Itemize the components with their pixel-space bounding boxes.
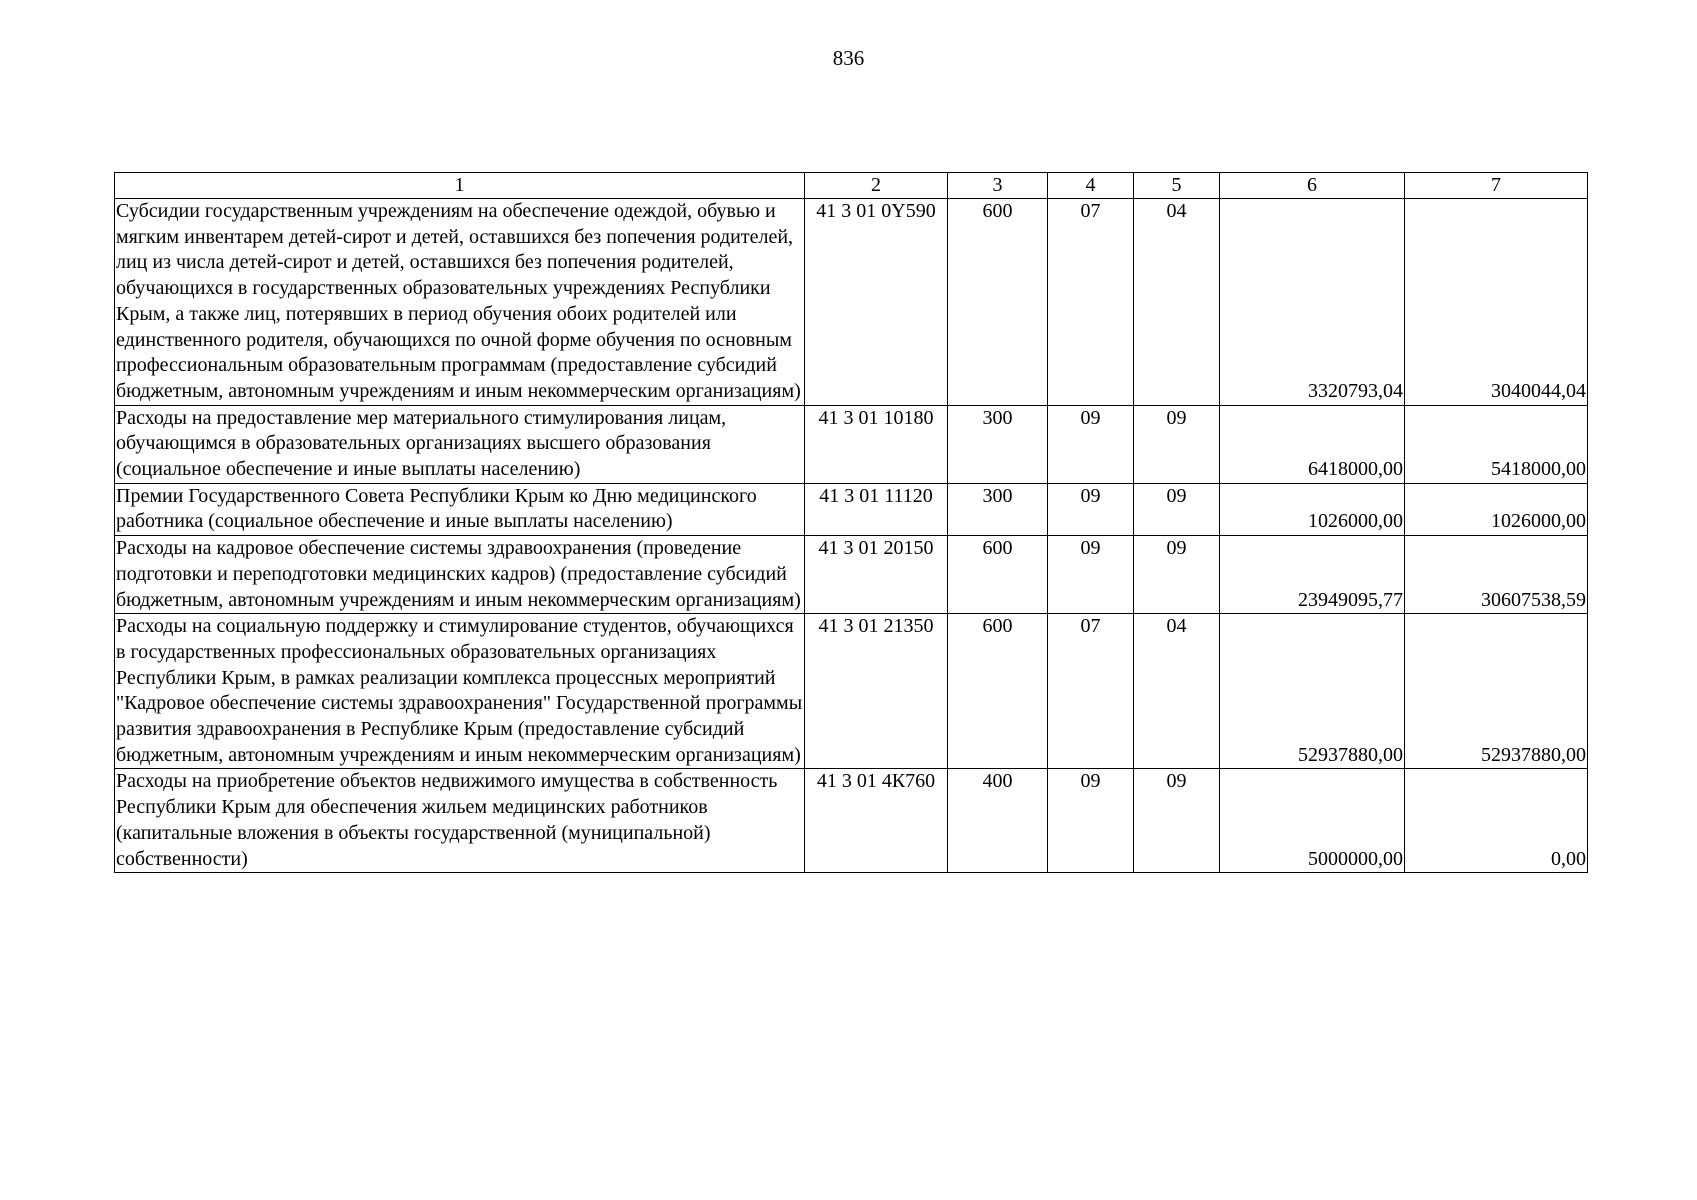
target-article-code: 41 3 01 20150 (805, 536, 948, 614)
table-row (115, 405, 1588, 483)
table-row (115, 483, 1588, 535)
column-header: 6 (1220, 173, 1405, 199)
expense-type-code: 600 (948, 614, 1048, 769)
expense-name: Расходы на приобретение объектов недвижимого имущества в собственность Республики Крым для обеспечения жильем медицинских работников (капитальные вложения в объекты государственной (муниципальной) собственности) (115, 769, 805, 873)
amount-col7: 3040044,04 (1405, 199, 1588, 406)
expense-type-code: 600 (948, 536, 1048, 614)
expense-type-code: 600 (948, 199, 1048, 406)
expense-name: Расходы на кадровое обеспечение системы здравоохранения (проведение подготовки и переподготовки медицинских кадров) (предоставление субсидий бюджетным, автономным учреждениям и иным некоммерческим организациям) (115, 536, 805, 614)
column-header: 1 (115, 173, 805, 199)
column-header: 3 (948, 173, 1048, 199)
subsection-code: 04 (1134, 199, 1220, 406)
subsection-code: 09 (1134, 405, 1220, 483)
column-header: 5 (1134, 173, 1220, 199)
expense-name: Расходы на социальную поддержку и стимулирование студентов, обучающихся в государственных профессиональных образовательных организациях Республики Крым, в рамках реализации комплекса процессных мероприятий "Кадровое обеспечение системы здравоохранения" Государственной программы развития здравоохранения в Республике Крым (предоставление субсидий бюджетным, автономным учреждениям и иным некоммерческим организациям) (115, 614, 805, 769)
section-code: 07 (1048, 199, 1134, 406)
target-article-code: 41 3 01 21350 (805, 614, 948, 769)
column-header: 7 (1405, 173, 1588, 199)
column-number-row (115, 173, 1588, 199)
target-article-code: 41 3 01 4К760 (805, 769, 948, 873)
expense-name: Премии Государственного Совета Республики Крым ко Дню медицинского работника (социальное обеспечение и иные выплаты населению) (115, 483, 805, 535)
table-row (115, 614, 1588, 769)
column-header: 4 (1048, 173, 1134, 199)
table-row (115, 536, 1588, 614)
expense-type-code: 300 (948, 483, 1048, 535)
section-code: 09 (1048, 536, 1134, 614)
section-code: 09 (1048, 483, 1134, 535)
amount-col6: 5000000,00 (1220, 769, 1405, 873)
amount-col7: 5418000,00 (1405, 405, 1588, 483)
amount-col7: 1026000,00 (1405, 483, 1588, 535)
section-code: 09 (1048, 769, 1134, 873)
budget-table (114, 172, 1588, 873)
amount-col7: 30607538,59 (1405, 536, 1588, 614)
expense-type-code: 300 (948, 405, 1048, 483)
amount-col6: 6418000,00 (1220, 405, 1405, 483)
section-code: 09 (1048, 405, 1134, 483)
amount-col6: 52937880,00 (1220, 614, 1405, 769)
column-header: 2 (805, 173, 948, 199)
target-article-code: 41 3 01 11120 (805, 483, 948, 535)
page-number: 836 (832, 46, 865, 70)
expense-name: Расходы на предоставление мер материального стимулирования лицам, обучающимся в образовательных организациях высшего образования (социальное обеспечение и иные выплаты населению) (115, 405, 805, 483)
target-article-code: 41 3 01 0Y590 (805, 199, 948, 406)
table-row (115, 769, 1588, 873)
amount-col7: 0,00 (1405, 769, 1588, 873)
expense-type-code: 400 (948, 769, 1048, 873)
amount-col6: 23949095,77 (1220, 536, 1405, 614)
subsection-code: 09 (1134, 536, 1220, 614)
amount-col6: 3320793,04 (1220, 199, 1405, 406)
section-code: 07 (1048, 614, 1134, 769)
subsection-code: 09 (1134, 483, 1220, 535)
subsection-code: 09 (1134, 769, 1220, 873)
amount-col6: 1026000,00 (1220, 483, 1405, 535)
table-row (115, 199, 1588, 406)
amount-col7: 52937880,00 (1405, 614, 1588, 769)
expense-name: Субсидии государственным учреждениям на обеспечение одеждой, обувью и мягким инвентарем детей-сирот и детей, оставшихся без попечения родителей, лиц из числа детей-сирот и детей, оставшихся без попечения родителей, обучающихся в государственных образовательных учреждениях Республики Крым, а также лиц, потерявших в период обучения обоих родителей или единственного родителя, обучающихся по очной форме обучения по основным профессиональным образовательным программам (предоставление субсидий бюджетным, автономным учреждениям и иным некоммерческим организациям) (115, 199, 805, 406)
target-article-code: 41 3 01 10180 (805, 405, 948, 483)
subsection-code: 04 (1134, 614, 1220, 769)
